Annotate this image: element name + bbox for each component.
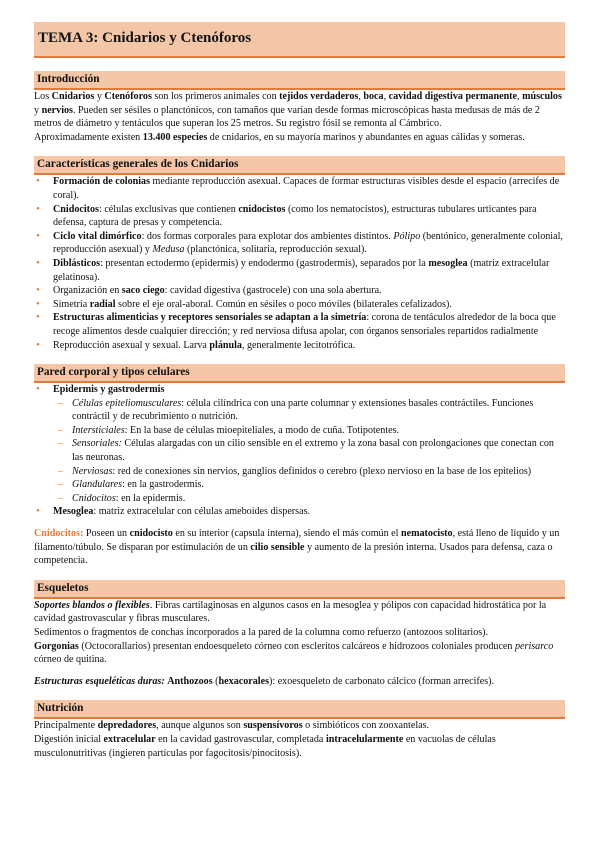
list-item: – Nerviosas: red de conexiones sin nervios, ganglios definidos o cerebro (plexo nervioso en la base de los epitelios) [34, 465, 565, 479]
list-item: • Simetría radial sobre el eje oral-aboral. Común en sésiles o poco móviles (bilaterales cefalizados). [34, 298, 565, 312]
section-heading-nutrition: Nutrición [34, 700, 565, 719]
cell-type-list [34, 397, 565, 506]
page-title: TEMA 3: Cnidarios y Ctenóforos [34, 22, 565, 58]
skeleton-paragraph-4: Estructuras esqueléticas duras: Anthozoos (hexacorales): exoesqueleto de carbonato cálcico (forman arrecifes). [34, 675, 495, 687]
list-item: • Organización en saco ciego: cavidad digestiva (gastrocele) con una sola abertura. [34, 284, 565, 298]
list-item: – Sensoriales: Células alargadas con un cilio sensible en el extremo y la zona basal con prolongaciones que conectan con las neuronas. [34, 437, 565, 464]
skeleton-paragraph-2: Sedimentos o fragmentos de conchas incorporados a la pared de la columna como refuerzo (antozoos solitarios). [34, 627, 489, 638]
nutrition-paragraph-1: Principalmente depredadores, aunque algunos son suspensívoros o simbióticos con zooxantelas. [34, 720, 430, 732]
skeleton-paragraph-3: Gorgonias (Octocorallarios) presentan endoesqueleto córneo con escleritos calcáreos e hidrozoos coloniales producen perisarco córneo de quitina. [34, 640, 554, 666]
list-item: • Estructuras alimenticias y receptores sensoriales se adaptan a la simetría: corona de tentáculos alrededor de la boca que recoge alimentos desde cualquier dirección; y red nerviosa difusa apolar, con órganos sensoriales repartidos radialmente [34, 311, 565, 338]
section-heading-general: Características generales de los Cnidarios [34, 156, 565, 175]
list-item: – Cnidocitos: en la epidermis. [34, 492, 565, 506]
list-item: • Epidermis y gastrodermis – Células epiteliomusculares: célula cilíndrica con una parte columnar y extensiones basales contráctiles. Funciones contráctil y de recubrimiento o nutrición. – Intersticiales: En la base de células mioepiteliales, a modo de cuña. Totipotentes. – Sensoriales: Células alargadas con un cilio sensible en el extremo y la zona basal con prolongaciones que conectan con las neuronas. – Nerviosas: red de conexiones sin nervios, ganglios definidos o cerebro (plexo nervioso en la base de los epitelios) – Glandulares: en la gastrodermis. – Cnidocitos: en la epidermis. [34, 383, 565, 505]
section-heading-intro: Introducción [34, 71, 565, 90]
intro-paragraph-2: Aproximadamente existen 13.400 especies de cnidarios, en su mayoría marinos y abundantes en aguas cálidas y someras. [34, 131, 525, 143]
nutrition-paragraph-2: Digestión inicial extracelular en la cavidad gastrovascular, completada intracelularmente en vacuolas de células musculonutritivas (ingieren partículas por fagocitosis/pinocitosis). [34, 733, 496, 759]
section-heading-skeleton: Esqueletos [34, 580, 565, 599]
list-item: – Células epiteliomusculares: célula cilíndrica con una parte columnar y extensiones basales contráctiles. Funciones contráctil y de recubrimiento o nutrición. [34, 397, 565, 424]
document-page [34, 22, 565, 760]
list-item: • Reproducción asexual y sexual. Larva plánula, generalmente lecitotrófica. [34, 339, 565, 353]
list-item: • Formación de colonias mediante reproducción asexual. Capaces de formar estructuras visibles desde el espacio (arrecifes de coral). [34, 175, 565, 202]
list-item: • Cnidocitos: células exclusivas que contienen cnidocistos (como los nematocistos), estructuras tubulares urticantes para defensa, captura de presas y competencia. [34, 203, 565, 230]
cnidocyte-paragraph: Cnidocitos: Poseen un cnidocisto en su interior (capsula interna), siendo el más común el nematocisto, está lleno de líquido y un filamento/túbulo. Se disparan por estimulación de un cilio sensible y aumento de la presión interna. Usados para defensa, caza o competencia. [34, 528, 560, 567]
list-item: • Diblásticos: presentan ectodermo (epidermis) y endodermo (gastrodermis), separados por la mesoglea (matriz extracelular gelatinosa). [34, 257, 565, 284]
list-item: • Ciclo vital dimórfico: dos formas corporales para explotar dos ambientes distintos. Pólipo (bentónico, generalmente colonial, reproducción asexual) y Medusa (planctónica, solitaria, reproducción sexual). [34, 230, 565, 257]
skeleton-paragraph-1: Soportes blandos o flexibles. Fibras cartilaginosas en algunos casos en la mesoglea y pólipos con capacidad hidrostática por la cavidad gastrovascular y fibras musculares. [34, 599, 547, 625]
list-item: • Mesoglea: matriz extracelular con células ameboides dispersas. [34, 505, 565, 519]
general-list [34, 175, 565, 352]
wall-list [34, 383, 565, 519]
list-item: – Intersticiales: En la base de células mioepiteliales, a modo de cuña. Totipotentes. [34, 424, 565, 438]
section-heading-wall: Pared corporal y tipos celulares [34, 364, 565, 383]
list-item: – Glandulares: en la gastrodermis. [34, 478, 565, 492]
intro-paragraph-1: Los Cnidarios y Ctenóforos son los primeros animales con tejidos verdaderos, boca, cavidad digestiva permanente, músculos y nervios. Pueden ser sésiles o planctónicos, con tamaños que varían desde formas microscópicas hasta medusas de más de 2 metros de diámetro y tentáculos que superan los 25 metros. Su registro fósil se remonta al Cámbrico. [34, 91, 562, 130]
